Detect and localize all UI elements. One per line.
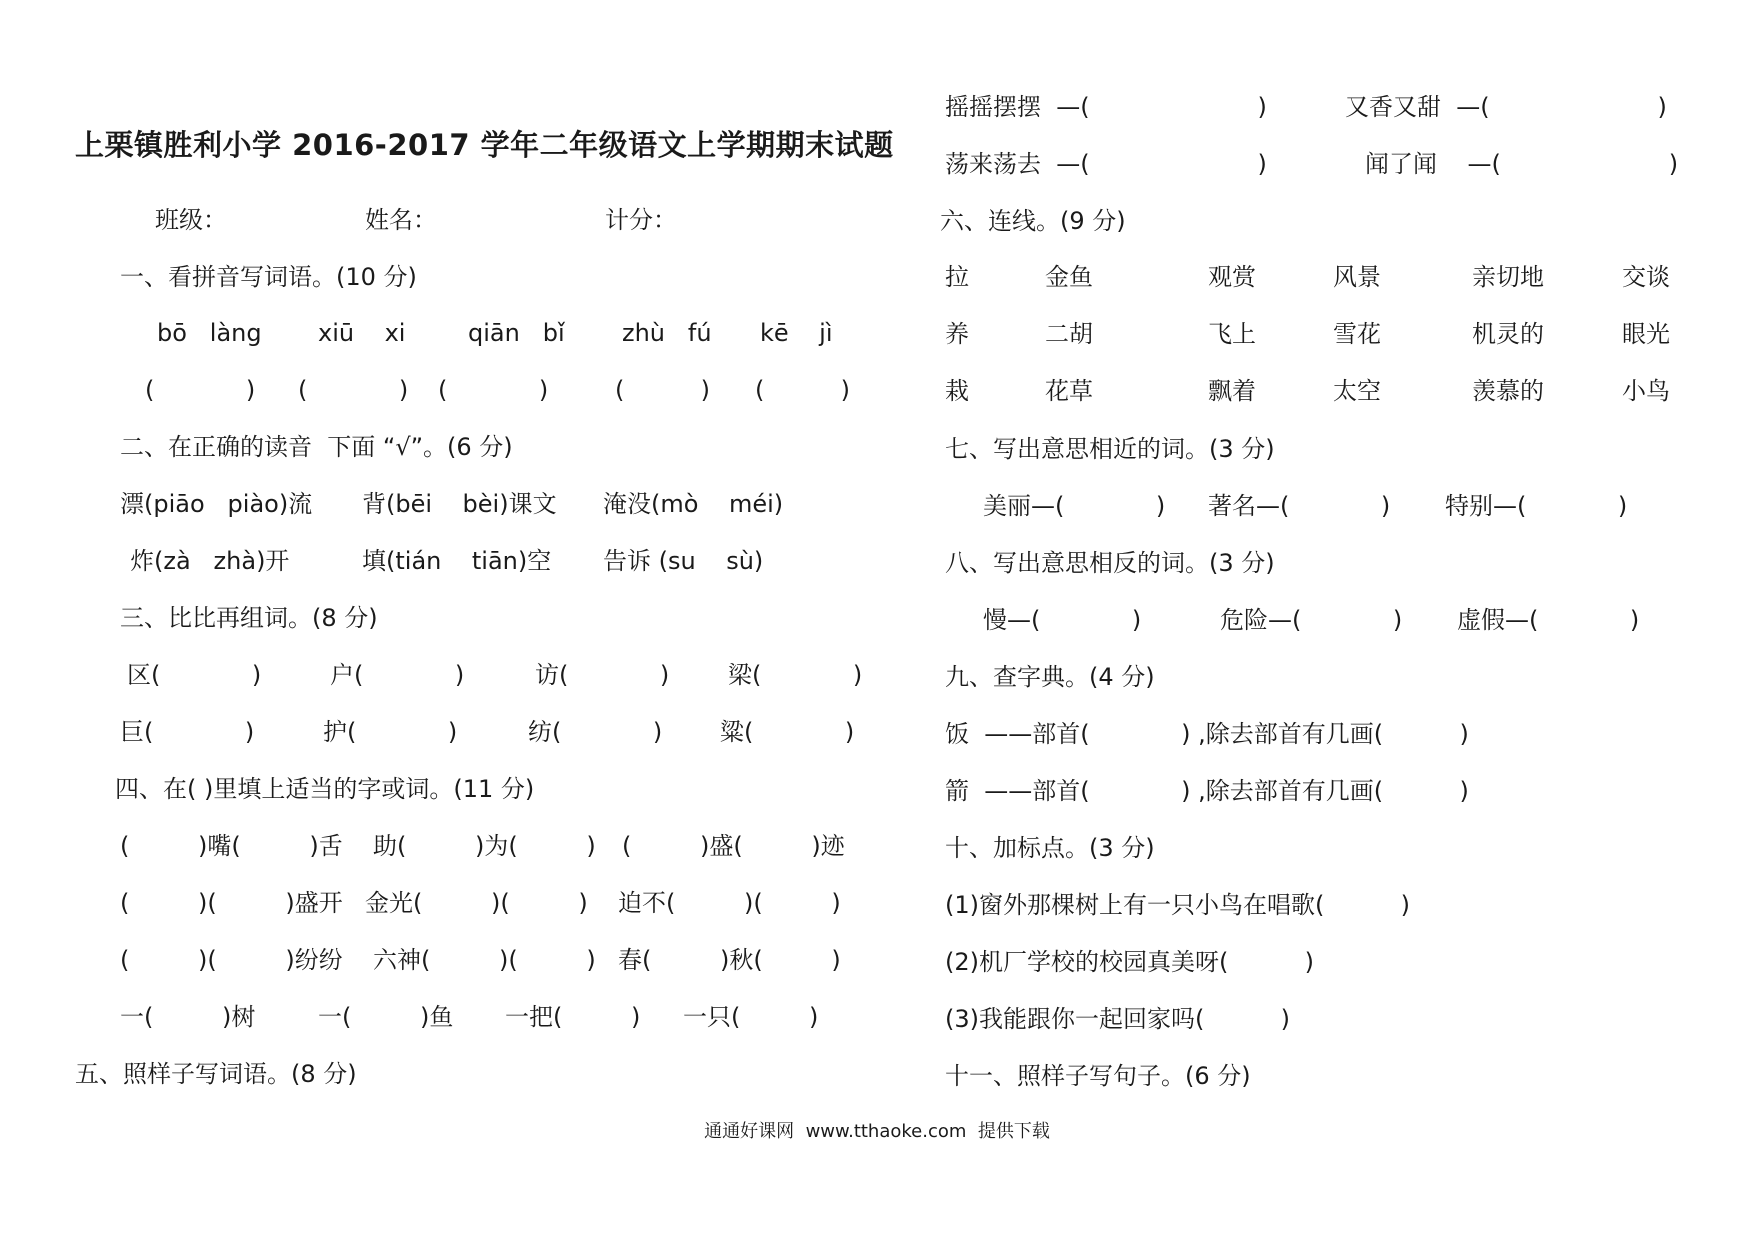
word-item[interactable]: 梁( ) xyxy=(728,661,863,689)
pinyin-1: bō làng xyxy=(157,319,262,347)
footer-credit: 通通好课网 www.tthaoke.com 提供下载 xyxy=(704,1121,1050,1142)
match-item[interactable]: 太空 xyxy=(1333,377,1381,405)
page-title: 上栗镇胜利小学 2016-2017 学年二年级语文上学期期末试题 xyxy=(75,128,894,162)
word-item[interactable]: 纺( ) xyxy=(528,718,663,746)
section-4-heading: 四、在( )里填上适当的字或词。(11 分) xyxy=(115,775,535,803)
reading-item: 背(bēi bèi)课文 xyxy=(362,490,557,518)
match-item[interactable]: 养 xyxy=(945,320,969,348)
section-10-heading: 十、加标点。(3 分) xyxy=(945,834,1155,862)
match-item[interactable]: 亲切地 xyxy=(1472,263,1544,291)
word-item[interactable]: 访( ) xyxy=(535,661,670,689)
section-8-heading: 八、写出意思相反的词。(3 分) xyxy=(945,549,1275,577)
match-item[interactable]: 金鱼 xyxy=(1045,263,1093,291)
match-item[interactable]: 飘着 xyxy=(1208,377,1256,405)
punctuation-item[interactable]: (3)我能跟你一起回家吗( ) xyxy=(945,1005,1291,1033)
match-item[interactable]: 观赏 xyxy=(1208,263,1256,291)
word-item[interactable]: 粱( ) xyxy=(720,718,855,746)
fill-item[interactable]: 金光( )( ) xyxy=(365,889,588,917)
match-item[interactable]: 飞上 xyxy=(1208,320,1256,348)
word-item[interactable]: 区( ) xyxy=(127,661,262,689)
score-label: 计分： xyxy=(605,206,677,234)
fill-item[interactable]: 一( )鱼 xyxy=(318,1003,454,1031)
section-6-heading: 六、连线。(9 分) xyxy=(940,207,1126,235)
fill-item[interactable]: ( )( )纷纷 xyxy=(120,946,343,974)
dictionary-item[interactable]: 饭 ——部首( ) ,除去部首有几画( ) xyxy=(945,720,1469,748)
fill-item[interactable]: 迫不( )( ) xyxy=(618,889,841,917)
match-item[interactable]: 交谈 xyxy=(1622,263,1670,291)
fill-item[interactable]: ( )嘴( )舌 xyxy=(120,832,343,860)
fill-item[interactable]: ( )( )盛开 xyxy=(120,889,343,917)
blank-3[interactable]: ( ) xyxy=(438,376,549,404)
match-item[interactable]: 雪花 xyxy=(1333,320,1381,348)
fill-item[interactable]: 春( )秋( ) xyxy=(618,946,841,974)
fill-item[interactable]: 一把( ) xyxy=(505,1003,641,1031)
pattern-item[interactable]: 摇摇摆摆 —( ) xyxy=(945,93,1267,121)
reading-item: 淹没(mò méi) xyxy=(603,490,784,518)
match-item[interactable]: 拉 xyxy=(945,263,969,291)
match-item[interactable]: 花草 xyxy=(1045,377,1093,405)
reading-item: 漂(piāo piào)流 xyxy=(120,490,313,518)
antonym-item[interactable]: 慢—( ) xyxy=(983,606,1142,634)
pattern-item[interactable]: 又香又甜 —( ) xyxy=(1345,93,1667,121)
match-item[interactable]: 风景 xyxy=(1333,263,1381,291)
pinyin-4: zhù fú xyxy=(622,319,712,347)
section-7-heading: 七、写出意思相近的词。(3 分) xyxy=(945,435,1275,463)
fill-item[interactable]: 一只( ) xyxy=(683,1003,819,1031)
antonym-item[interactable]: 虚假—( ) xyxy=(1457,606,1640,634)
section-2-heading: 二、在正确的读音 下面 “√”。(6 分) xyxy=(120,433,513,461)
word-item[interactable]: 户( ) xyxy=(330,661,465,689)
synonym-item[interactable]: 著名—( ) xyxy=(1208,492,1391,520)
section-1-heading: 一、看拼音写词语。(10 分) xyxy=(120,263,417,291)
dictionary-item[interactable]: 箭 ——部首( ) ,除去部首有几画( ) xyxy=(945,777,1469,805)
match-item[interactable]: 羡慕的 xyxy=(1472,377,1544,405)
section-11-heading: 十一、照样子写句子。(6 分) xyxy=(945,1062,1251,1090)
match-item[interactable]: 小鸟 xyxy=(1622,377,1670,405)
name-label: 姓名： xyxy=(365,206,437,234)
pattern-item[interactable]: 荡来荡去 —( ) xyxy=(945,150,1267,178)
match-item[interactable]: 眼光 xyxy=(1622,320,1670,348)
fill-item[interactable]: 六神( )( ) xyxy=(373,946,596,974)
reading-item: 炸(zà zhà)开 xyxy=(130,547,290,575)
pinyin-3: qiān bǐ xyxy=(468,319,565,347)
fill-item[interactable]: 助( )为( ) xyxy=(373,832,596,860)
synonym-item[interactable]: 美丽—( ) xyxy=(983,492,1166,520)
fill-item[interactable]: ( )盛( )迹 xyxy=(622,832,845,860)
blank-1[interactable]: ( ) xyxy=(145,376,256,404)
blank-2[interactable]: ( ) xyxy=(298,376,409,404)
pattern-item[interactable]: 闻了闻 —( ) xyxy=(1365,150,1679,178)
section-5-heading: 五、照样子写词语。(8 分) xyxy=(75,1060,357,1088)
pinyin-5: kē jì xyxy=(760,319,833,347)
word-item[interactable]: 护( ) xyxy=(323,718,458,746)
section-9-heading: 九、查字典。(4 分) xyxy=(945,663,1155,691)
blank-4[interactable]: ( ) xyxy=(615,376,711,404)
word-item[interactable]: 巨( ) xyxy=(120,718,255,746)
antonym-item[interactable]: 危险—( ) xyxy=(1220,606,1403,634)
section-3-heading: 三、比比再组词。(8 分) xyxy=(120,604,378,632)
match-item[interactable]: 机灵的 xyxy=(1472,320,1544,348)
class-label: 班级： xyxy=(155,206,227,234)
match-item[interactable]: 栽 xyxy=(945,377,969,405)
synonym-item[interactable]: 特别—( ) xyxy=(1445,492,1628,520)
reading-item: 告诉 (su sù) xyxy=(603,547,764,575)
punctuation-item[interactable]: (2)机厂学校的校园真美呀( ) xyxy=(945,948,1315,976)
reading-item: 填(tián tiān)空 xyxy=(362,547,552,575)
match-item[interactable]: 二胡 xyxy=(1045,320,1093,348)
pinyin-2: xiū xi xyxy=(318,319,406,347)
punctuation-item[interactable]: (1)窗外那棵树上有一只小鸟在唱歌( ) xyxy=(945,891,1411,919)
blank-5[interactable]: ( ) xyxy=(755,376,851,404)
fill-item[interactable]: 一( )树 xyxy=(120,1003,256,1031)
